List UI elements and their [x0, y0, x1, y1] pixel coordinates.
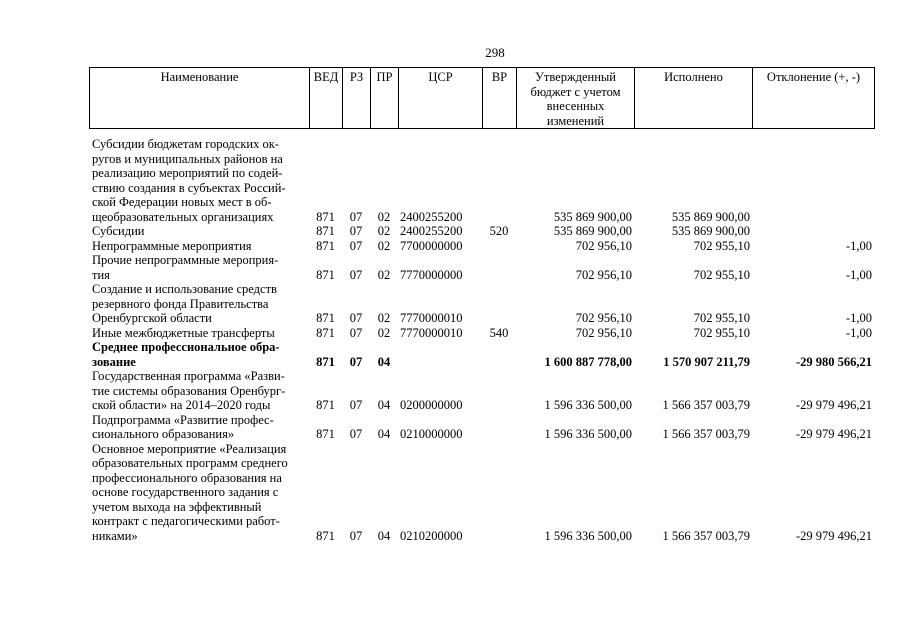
cell-pr: 02: [377, 325, 391, 340]
cell-rz: 07: [349, 209, 363, 224]
cell-executed: 1 566 357 003,79: [662, 398, 750, 412]
cell-name: Субсидии: [92, 224, 145, 238]
cell-approved: 702 956,10: [575, 238, 632, 253]
cell-approved: 535 869 900,00: [553, 224, 632, 238]
cell-rz: 07: [349, 325, 363, 340]
cell-csr: 7770000010: [400, 325, 463, 340]
cell-deviation: [752, 224, 874, 239]
cell-name: Основное мероприятие «Реализация образовательных программ среднего профессионального образования на основе государственного задания с учетом выхода на эффективный контракт с педагогическими работ- никами»: [92, 441, 288, 543]
cell-ved: 871: [316, 528, 335, 543]
cell-executed: 1 566 357 003,79: [662, 528, 750, 543]
cell-executed: 702 955,10: [693, 238, 750, 253]
cell-csr: 7770000000: [400, 267, 463, 282]
table-row: [89, 326, 874, 341]
cell-ved: 871: [316, 209, 335, 224]
cell-deviation: -1,00: [845, 238, 872, 253]
cell-executed: 1 570 907 211,79: [663, 354, 750, 369]
cell-approved: 702 956,10: [575, 311, 632, 325]
cell-csr: 0210200000: [400, 528, 463, 543]
cell-ved: 871: [316, 398, 335, 412]
cell-rz: 07: [349, 427, 363, 441]
header-name: Наименование: [90, 68, 310, 129]
cell-deviation: -1,00: [845, 311, 872, 325]
cell-vr: [482, 442, 516, 544]
table-row: [89, 369, 874, 413]
table-row: [89, 137, 874, 224]
budget-table: [89, 137, 874, 543]
cell-rz: 07: [349, 528, 363, 543]
cell-pr: 02: [377, 238, 391, 253]
cell-name: Подпрограмма «Развитие профес- сионального образования»: [92, 412, 274, 441]
cell-vr: 540: [489, 325, 509, 340]
cell-pr: 02: [377, 267, 391, 282]
cell-ved: 871: [316, 267, 335, 282]
header-rz: РЗ: [343, 68, 371, 129]
cell-vr: [482, 239, 516, 254]
cell-executed: 535 869 900,00: [671, 209, 750, 224]
header-deviation: Отклонение (+, -): [753, 68, 875, 129]
cell-approved: 1 596 336 500,00: [544, 427, 632, 441]
cell-rz: 07: [349, 267, 363, 282]
cell-approved: 535 869 900,00: [553, 209, 632, 224]
cell-pr: 04: [377, 398, 391, 412]
cell-ved: 871: [316, 238, 335, 253]
cell-deviation: [752, 137, 874, 224]
cell-vr: 520: [489, 224, 509, 238]
cell-approved: 702 956,10: [575, 267, 632, 282]
table-row: [89, 253, 874, 282]
table-header: [89, 67, 875, 129]
table-row: [89, 224, 874, 239]
cell-approved: 1 600 887 778,00: [544, 354, 632, 369]
table-row: [89, 413, 874, 442]
cell-executed: 702 955,10: [693, 311, 750, 325]
header-pr: ПР: [371, 68, 399, 129]
cell-vr: [482, 253, 516, 282]
page-number: 298: [485, 45, 505, 60]
cell-vr: [482, 413, 516, 442]
cell-ved: 871: [316, 224, 335, 238]
cell-pr: 04: [377, 528, 391, 543]
cell-csr: 0210000000: [400, 427, 463, 441]
cell-csr: 0200000000: [400, 398, 463, 412]
cell-deviation: -29 979 496,21: [795, 528, 872, 543]
cell-ved: 871: [316, 354, 335, 369]
cell-csr: 2400255200: [400, 224, 463, 238]
cell-approved: 1 596 336 500,00: [544, 398, 632, 412]
cell-deviation: -29 980 566,21: [795, 354, 872, 369]
cell-csr: [398, 340, 482, 369]
cell-vr: [482, 137, 516, 224]
cell-csr: 2400255200: [400, 209, 463, 224]
cell-name: Иные межбюджетные трансферты: [92, 325, 275, 340]
table-row: [89, 442, 874, 544]
cell-vr: [482, 369, 516, 413]
table-row: [89, 282, 874, 326]
table-row: [89, 239, 874, 254]
cell-rz: 07: [349, 238, 363, 253]
cell-deviation: -1,00: [845, 267, 872, 282]
cell-rz: 07: [349, 354, 363, 369]
cell-rz: 07: [349, 311, 363, 325]
header-ved: ВЕД: [310, 68, 343, 129]
cell-deviation: -29 979 496,21: [795, 398, 872, 412]
cell-vr: [482, 340, 516, 369]
cell-name: Прочие непрограммные мероприя- тия: [92, 253, 279, 282]
cell-approved: 1 596 336 500,00: [544, 528, 632, 543]
cell-name: Среднее профессиональное обра- зование: [92, 340, 280, 369]
cell-csr: 7700000000: [400, 238, 463, 253]
cell-executed: 702 955,10: [693, 267, 750, 282]
cell-approved: 702 956,10: [575, 325, 632, 340]
cell-rz: 07: [349, 224, 363, 238]
cell-csr: 7770000010: [400, 311, 463, 325]
cell-vr: [482, 282, 516, 326]
cell-name: Непрограммные мероприятия: [92, 238, 252, 253]
header-vr: ВР: [483, 68, 517, 129]
cell-ved: 871: [316, 427, 335, 441]
cell-rz: 07: [349, 398, 363, 412]
header-approved: Утвержденный бюджет с учетом внесенных изменений: [517, 68, 635, 129]
cell-ved: 871: [316, 325, 335, 340]
cell-pr: 02: [377, 224, 391, 238]
cell-pr: 02: [377, 311, 391, 325]
cell-pr: 04: [377, 354, 391, 369]
cell-executed: 702 955,10: [693, 325, 750, 340]
cell-name: Субсидии бюджетам городских ок- ругов и муниципальных районов на реализацию мероприятий по содей- ствию создания в субъектах Россий- ской Федерации новых мест в об- щеобразовательных организациях: [92, 137, 286, 224]
cell-name: Создание и использование средств резервного фонда Правительства Оренбургской области: [92, 282, 277, 325]
cell-deviation: -1,00: [845, 325, 872, 340]
table-row: [89, 340, 874, 369]
cell-executed: 535 869 900,00: [671, 224, 750, 238]
header-row: [90, 68, 875, 129]
header-executed: Исполнено: [635, 68, 753, 129]
header-csr: ЦСР: [399, 68, 483, 129]
cell-pr: 02: [377, 209, 391, 224]
cell-deviation: -29 979 496,21: [795, 427, 872, 441]
cell-executed: 1 566 357 003,79: [662, 427, 750, 441]
cell-name: Государственная программа «Разви- тие системы образования Оренбург- ской области» на 2014–2020 годы: [92, 369, 286, 412]
cell-ved: 871: [316, 311, 335, 325]
cell-pr: 04: [377, 427, 391, 441]
